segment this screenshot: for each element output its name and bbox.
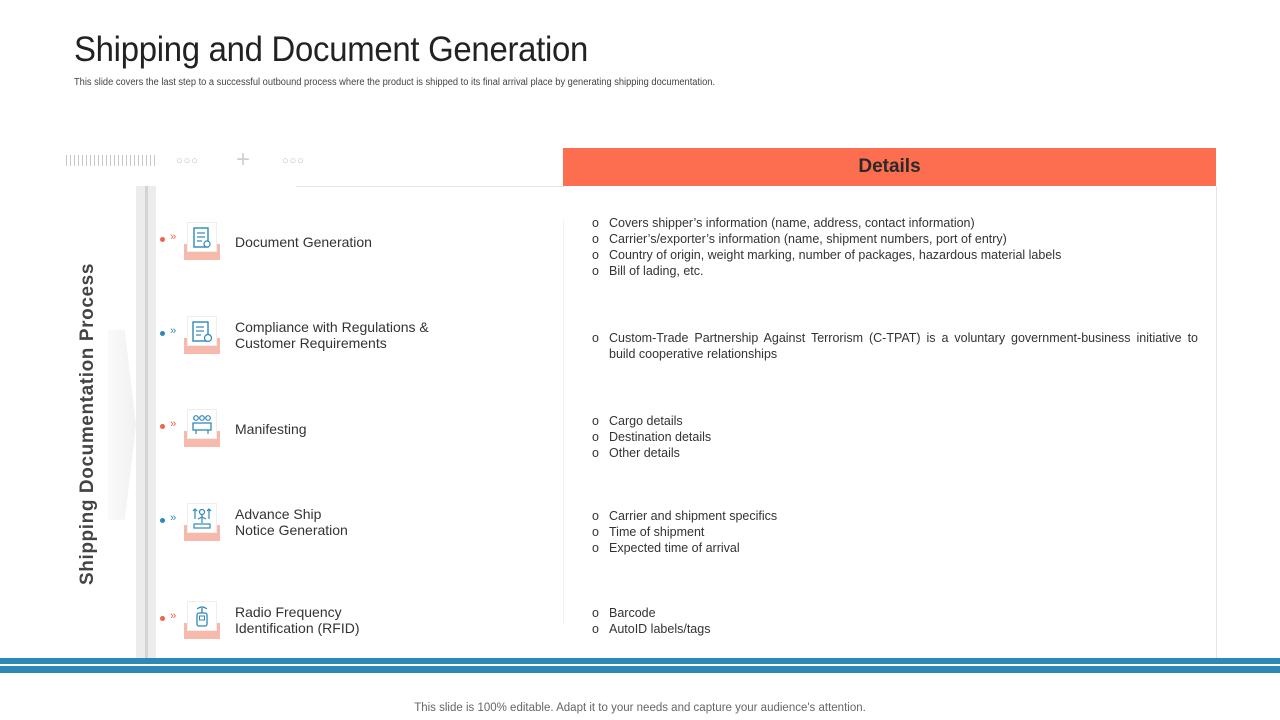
step-label-line: Customer Requirements: [235, 335, 387, 351]
decorative-strip: [66, 146, 316, 173]
double-chevron-icon: ››: [170, 610, 176, 622]
list-item: o Carrier and shipment specifics: [592, 508, 1198, 524]
double-chevron-icon: ››: [170, 325, 176, 337]
step-dot: [160, 518, 165, 523]
step-label: [235, 604, 359, 636]
list-item: o Expected time of arrival: [592, 540, 1198, 556]
checklist-icon: [184, 316, 220, 354]
step-details-list: [592, 605, 1198, 637]
plus-decoration: +: [236, 146, 251, 173]
step-label: [235, 319, 429, 351]
list-item: o Custom-Trade Partnership Against Terrorism (C-TPAT) is a voluntary government-business initiative to build cooperative relationships: [592, 330, 1198, 362]
step-label-line: Advance Ship: [235, 506, 322, 522]
step-details-list: [592, 413, 1198, 461]
list-item: o Country of origin, weight marking, number of packages, hazardous material labels: [592, 247, 1198, 263]
step-details-list: [592, 215, 1198, 279]
list-item: o Carrier’s/exporter’s information (name, shipment numbers, port of entry): [592, 231, 1198, 247]
step-details-list: [592, 508, 1198, 556]
step-label: Document Generation: [235, 234, 372, 250]
step-dot: [160, 616, 165, 621]
details-header: Details: [563, 148, 1216, 186]
step-label: [235, 506, 348, 538]
list-item: o Barcode: [592, 605, 1198, 621]
document-icon: [184, 222, 220, 260]
circles-decoration: ○○○: [282, 155, 305, 167]
circles-decoration: ○○○: [176, 155, 199, 167]
slide-footer: This slide is 100% editable. Adapt it to your needs and capture your audience's attention.: [414, 702, 866, 714]
details-separator: [563, 220, 564, 625]
bottom-accent-bar: [0, 658, 1280, 664]
double-chevron-icon: ››: [170, 231, 176, 243]
step-label-line: Notice Generation: [235, 522, 348, 538]
shipment-notice-icon: [184, 503, 220, 541]
step-dot: [160, 331, 165, 336]
step-label: Manifesting: [235, 421, 307, 437]
divider: [296, 186, 564, 187]
step-details-list: [592, 330, 1198, 362]
step-label-line: Radio Frequency: [235, 604, 342, 620]
list-item: o Covers shipper’s information (name, address, contact information): [592, 215, 1198, 231]
process-band-line: [145, 186, 148, 658]
list-item: o Cargo details: [592, 413, 1198, 429]
list-item: o Destination details: [592, 429, 1198, 445]
list-item: o AutoID labels/tags: [592, 621, 1198, 637]
process-vertical-title: Shipping Documentation Process: [77, 262, 98, 586]
step-dot: [160, 237, 165, 242]
list-item: o Time of shipment: [592, 524, 1198, 540]
step-label-line: Identification (RFID): [235, 620, 360, 636]
rfid-scanner-icon: [184, 601, 220, 639]
step-label-line: Compliance with Regulations &: [235, 319, 429, 335]
team-meeting-icon: [184, 409, 220, 447]
slide-title: Shipping and Document Generation: [74, 30, 589, 69]
double-chevron-icon: ››: [170, 418, 176, 430]
step-dot: [160, 424, 165, 429]
slide-subtitle: This slide covers the last step to a successful outbound process where the product is shipped to its final arrival place by generating shipping documentation.: [74, 77, 716, 88]
bottom-accent-bar: [0, 666, 1280, 673]
barcode-decoration: [66, 155, 158, 166]
double-chevron-icon: ››: [170, 512, 176, 524]
chevron-decoration: [108, 330, 136, 520]
list-item: o Bill of lading, etc.: [592, 263, 1198, 279]
list-item: o Other details: [592, 445, 1198, 461]
